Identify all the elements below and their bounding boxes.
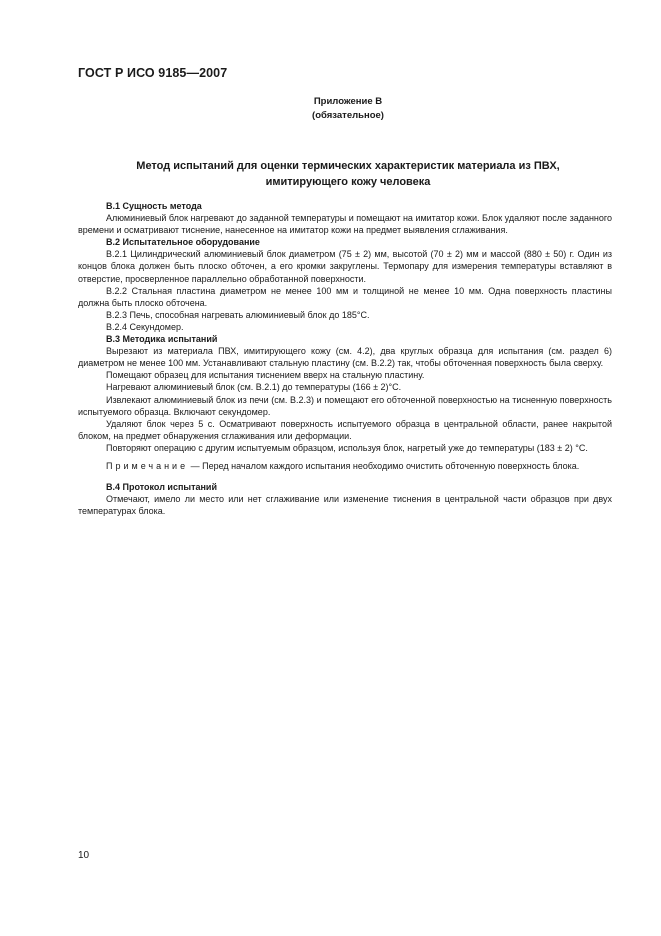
note-label: Примечание	[106, 460, 189, 471]
annex-label: Приложение В	[313, 96, 383, 107]
page-number: 10	[78, 850, 90, 861]
section-b1-text: Алюминиевый блок нагревают до заданной температуры и помещают на имитатор кожи. Блок удаляют после заданного времени и осматривают тиснение, нанесенное на имитатор кожи на предмет выявления сглаживания.	[78, 213, 612, 236]
standard-id: ГОСТ Р ИСО 9185—2007	[78, 66, 228, 80]
annex-title-line-2: имитирующего кожу человека	[265, 176, 431, 188]
section-b1-heading: В.1 Сущность метода	[106, 201, 202, 211]
annex-title-line-1: Метод испытаний для оценки термических характеристик материала из ПВХ,	[136, 160, 560, 172]
clause-b2-3: В.2.3 Печь, способная нагревать алюминиевый блок до 185°С.	[106, 309, 370, 320]
document-body	[78, 200, 612, 517]
section-b4-heading: В.4 Протокол испытаний	[106, 482, 217, 493]
note	[78, 460, 612, 472]
section-b3-paragraph: Вырезают из материала ПВХ, имитирующего кожу (см. 4.2), два круглых образца для испытания (см. раздел 6) диаметром не менее 100 мм. Устанавливают стальную пластину (см. В.2.2) так, чтобы обточенная поверхность была сверху.	[78, 346, 612, 369]
section-b3-heading: В.3 Методика испытаний	[106, 334, 218, 345]
annex-heading	[78, 95, 618, 123]
clause-b2-2: В.2.2 Стальная пластина диаметром не менее 100 мм и толщиной не менее 10 мм. Одна поверхность пластины должна быть плоско обточена.	[78, 285, 612, 308]
section-b3-paragraph: Повторяют операцию с другим испытуемым образцом, используя блок, нагретый уже до температуры (183 ± 2) °С.	[106, 442, 588, 453]
note-text: — Перед началом каждого испытания необходимо очистить обточенную поверхность блока.	[188, 460, 580, 471]
clause-b2-1: В.2.1 Цилиндрический алюминиевый блок диаметром (75 ± 2) мм, высотой (70 ± 2) мм и массой (880 ± 50) г. Один из концов блока должен быть плоско обточен, а его кромки закруглены. Термопару для измерения температуры вставляют в отверстие, просверленное параллельно обработанной поверхности.	[78, 249, 612, 284]
annex-status: (обязательное)	[312, 110, 384, 121]
annex-title	[78, 158, 618, 190]
section-b4-text: Отмечают, имело ли место или нет сглаживание или изменение тиснения в центральной части образцов при двух температурах блока.	[78, 494, 612, 517]
clause-b2-4: В.2.4 Секундомер.	[106, 321, 184, 332]
section-b2-heading: В.2 Испытательное оборудование	[106, 237, 260, 248]
section-b3-paragraph: Удаляют блок через 5 с. Осматривают поверхность испытуемого образца в центральной области, ранее накрытой блоком, на предмет обнаружения сглаживания или деформации.	[78, 418, 612, 441]
section-b3-paragraph: Помещают образец для испытания тиснением вверх на стальную пластину.	[106, 370, 425, 381]
section-b3-paragraph: Нагревают алюминиевый блок (см. В.2.1) до температуры (166 ± 2)°С.	[106, 382, 402, 393]
section-b3-paragraph: Извлекают алюминиевый блок из печи (см. В.2.3) и помещают его обточенной поверхностью на тисненную поверхность испытуемого образца. Включают секундомер.	[78, 394, 612, 417]
